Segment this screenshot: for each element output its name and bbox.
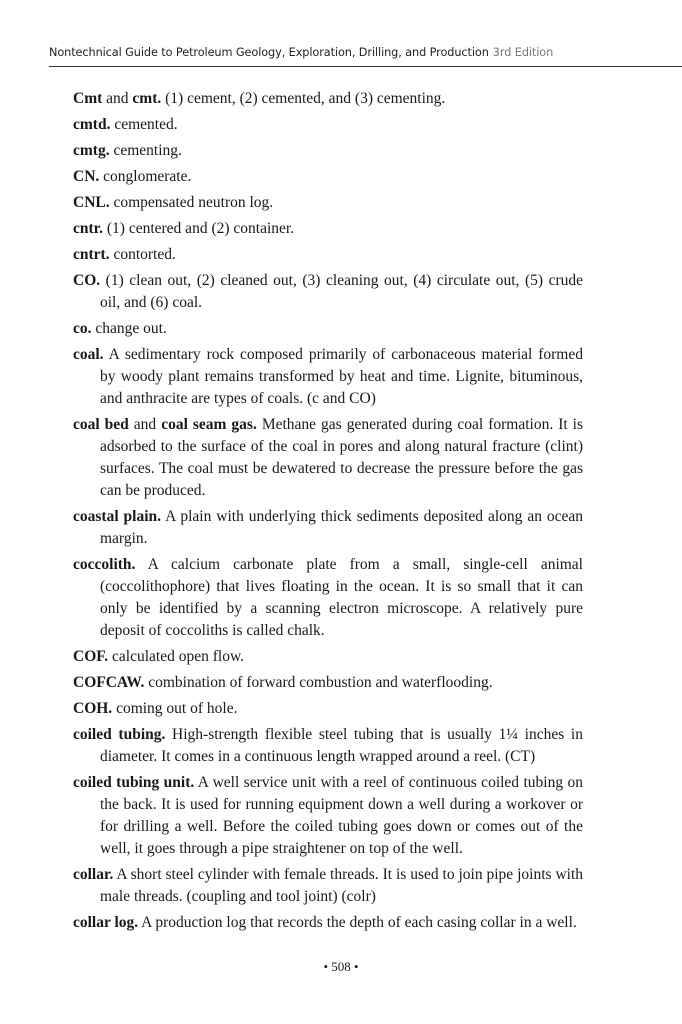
entry-term: CN. [73,168,100,185]
entry-term: cntr. [73,220,103,237]
header-rule [49,66,682,67]
entry-term: coiled tubing. [73,726,166,743]
entry-text: A calcium carbonate plate from a small, single-cell animal (coccolithophore) that lives floating in the ocean. It is so small that it can only be identified by a scanning electron microscope. A relatively pure deposit of coccoliths is called chalk. [100,556,583,639]
entry-term: collar log. [73,914,139,931]
entry-text: A short steel cylinder with female threads. It is used to join pipe joints with male threads. (coupling and tool joint) (colr) [100,866,583,905]
book-title: Nontechnical Guide to Petroleum Geology, Exploration, Drilling, and Production [49,46,489,59]
entry-term: co. [73,320,92,337]
entry-text: Methane gas generated during coal formation. It is adsorbed to the surface of the coal in pores and along natural fracture (clint) surfaces. The coal must be dewatered to decrease the pressure before the gas can be produced. [100,416,583,499]
entry-text: cementing. [109,142,182,159]
entry-text: High-strength flexible steel tubing that is usually 1¼ inches in diameter. It comes in a continuous length wrapped around a reel. (CT) [100,726,583,765]
running-header [49,46,553,59]
entry-text: cemented. [110,116,178,133]
glossary-entry [73,192,583,214]
entry-term: cmtd. [73,116,111,133]
entry-text: compensated neutron log. [109,194,274,211]
glossary-entry [73,114,583,136]
glossary-entry [73,646,583,668]
entry-text: and [102,90,133,107]
entry-text: A well service unit with a reel of continuous coiled tubing on the back. It is used for running equipment down a well during a workover or for drilling a well. Before the coiled tubing goes down or comes out of the well, it goes through a pipe straightener on top of the well. [100,774,584,857]
edition-label: 3rd Edition [492,46,554,59]
entry-term: coastal plain. [73,508,162,525]
entry-text: conglomerate. [99,168,192,185]
glossary-entry [73,244,583,266]
glossary-entry [73,912,583,934]
entry-term: CNL. [73,194,110,211]
entry-term: cmtg. [73,142,110,159]
entry-term: coiled tubing unit. [73,774,195,791]
entry-text: calculated open flow. [108,648,245,665]
entry-term: cntrt. [73,246,110,263]
glossary-entry [73,554,583,642]
glossary-entry [73,864,583,908]
glossary-entries [73,88,583,938]
glossary-entry [73,698,583,720]
glossary-entry [73,140,583,162]
entry-term: COFCAW. [73,674,145,691]
entry-term: coal bed [73,416,129,433]
entry-text: combination of forward combustion and waterflooding. [144,674,493,691]
entry-text: (1) centered and (2) container. [103,220,295,237]
glossary-entry [73,724,583,768]
entry-text: change out. [91,320,167,337]
entry-text: coming out of hole. [112,700,238,717]
entry-term: coccolith. [73,556,136,573]
entry-term: Cmt [73,90,103,107]
entry-text: A plain with underlying thick sediments deposited along an ocean margin. [100,508,584,547]
entry-text: and [128,416,162,433]
entry-text: contorted. [109,246,176,263]
glossary-entry [73,772,583,860]
page-number: • 508 • [323,959,359,974]
entry-term: COH. [73,700,113,717]
entry-term: cmt. [132,90,162,107]
entry-text: A production log that records the depth of each casing collar in a well. [138,914,577,931]
entry-term: COF. [73,648,109,665]
glossary-entry [73,344,583,410]
glossary-entry [73,506,583,550]
entry-term: CO. [73,272,101,289]
glossary-entry [73,88,583,110]
entry-text: (1) cement, (2) cemented, and (3) cementing. [161,90,446,107]
glossary-entry [73,318,583,340]
entry-term: collar. [73,866,114,883]
page-body [0,88,682,976]
glossary-entry [73,218,583,240]
glossary-entry [73,414,583,502]
entry-term: coal seam gas. [161,416,257,433]
entry-text: A sedimentary rock composed primarily of carbonaceous material formed by woody plant remains transformed by heat and time. Lignite, bituminous, and anthracite are types of coals. (c and CO) [100,346,583,407]
glossary-entry [73,166,583,188]
glossary-entry [73,270,583,314]
entry-text: (1) clean out, (2) cleaned out, (3) cleaning out, (4) circulate out, (5) crude oil, and (6) coal. [100,272,583,311]
glossary-entry [73,672,583,694]
entry-term: coal. [73,346,104,363]
